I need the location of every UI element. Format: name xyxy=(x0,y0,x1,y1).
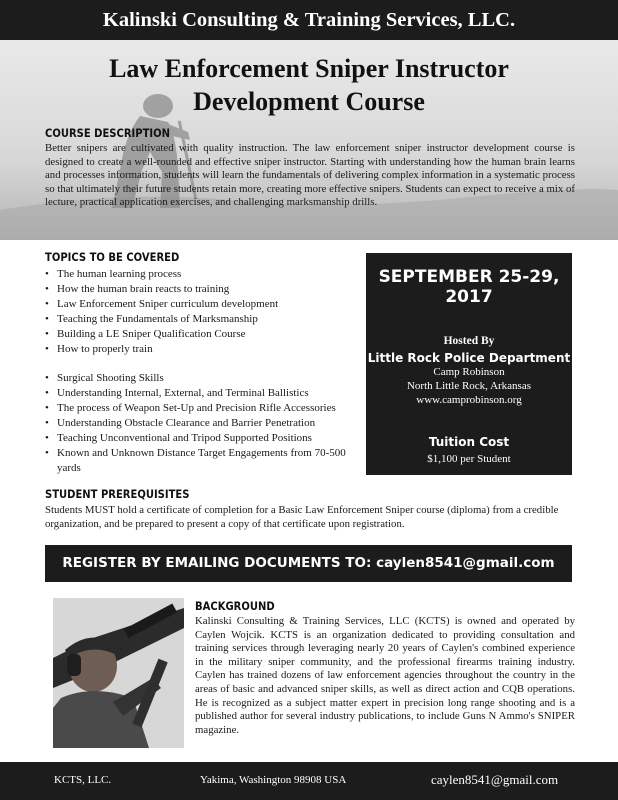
hero-banner xyxy=(0,40,618,240)
background-heading: BACKGROUND xyxy=(195,601,275,614)
footer xyxy=(0,762,618,800)
list-item: • Law Enforcement Sniper curriculum development xyxy=(45,297,365,312)
host-name: Little Rock Police Department xyxy=(367,351,571,365)
course-description-heading: COURSE DESCRIPTION xyxy=(45,128,171,141)
list-item: • Understanding Obstacle Clearance and Barrier Penetration xyxy=(45,416,365,431)
tuition-amount: $1,100 per Student xyxy=(427,453,511,465)
event-dates: SEPTEMBER 25-29, 2017 xyxy=(378,267,560,307)
course-title-line1: Law Enforcement Sniper Instructor xyxy=(109,54,509,83)
company-name: Kalinski Consulting & Training Services, LLC. xyxy=(102,9,516,31)
background-text: Kalinski Consulting & Training Services, LLC (KCTS) is owned and operated by Caylen Wojcik. KCTS is an organization dedicated to providing consultation and training services through leveraging nearly 20 years of Caylen's combined experience in the military sniper community, and the professional firearms training industry. Caylen has trained dozens of law enforcement agencies throughout the country in the areas of basic and advanced sniper skills, as well as direct action and CQB operations. He is recognized as a subject matter expert in precision long range shooting and is a published author for several industry publications, to include Guns N Ammo's SNIPER magazine. xyxy=(195,615,575,736)
course-title-line2: Development Course xyxy=(193,87,425,116)
course-title xyxy=(0,52,618,118)
list-item: • Understanding Internal, External, and Terminal Ballistics xyxy=(45,386,365,401)
list-item: • How the human brain reacts to training xyxy=(45,282,365,297)
topics-heading: TOPICS TO BE COVERED xyxy=(45,252,180,265)
topics-list-2 xyxy=(45,371,365,476)
register-banner[interactable] xyxy=(45,545,572,582)
course-description xyxy=(45,128,575,210)
register-text[interactable]: REGISTER BY EMAILING DOCUMENTS TO: caylen8541@gmail.com xyxy=(62,555,555,571)
list-item: • Teaching the Fundamentals of Marksmanship xyxy=(45,312,365,327)
list-item: • How to properly train xyxy=(45,342,365,357)
background-section xyxy=(195,601,575,737)
footer-address: Yakima, Washington 98908 USA xyxy=(200,774,347,786)
tuition-label: Tuition Cost xyxy=(428,435,510,449)
list-item: • The process of Weapon Set-Up and Precision Rifle Accessories xyxy=(45,401,365,416)
list-item: • Known and Unknown Distance Target Engagements from 70-500 yards xyxy=(45,446,365,476)
list-item: • Teaching Unconventional and Tripod Supported Positions xyxy=(45,431,365,446)
topics-section xyxy=(45,252,365,476)
event-info-box xyxy=(366,253,572,475)
footer-email[interactable]: caylen8541@gmail.com xyxy=(431,772,559,787)
prerequisites-heading: STUDENT PREREQUISITES xyxy=(45,489,190,502)
topics-list-1 xyxy=(45,267,365,357)
list-item: • Surgical Shooting Skills xyxy=(45,371,365,386)
host-website[interactable]: www.camprobinson.org xyxy=(416,394,522,406)
prerequisites-section xyxy=(45,489,575,531)
course-description-text: Better snipers are cultivated with quality instruction. The law enforcement sniper instructor development course is designed to create a well-rounded and effective sniper instructor. Starting with understanding how the human brain learns and processes information, students will learn the fundamentals of delivering complex information in a systematic process so that ultimately their future students retain more, creating more effective snipers. Students can expect to receive a mix of lecture, practical application exercises, and challenging marksmanship drills. xyxy=(45,142,575,209)
instructor-photo-image xyxy=(53,598,184,748)
location-line1: Camp Robinson xyxy=(433,366,505,378)
list-item: • The human learning process xyxy=(45,267,365,282)
instructor-photo xyxy=(53,598,184,748)
list-item: • Building a LE Sniper Qualification Course xyxy=(45,327,365,342)
company-header xyxy=(0,0,618,40)
location-line2: North Little Rock, Arkansas xyxy=(406,380,532,392)
prerequisites-text: Students MUST hold a certificate of completion for a Basic Law Enforcement Sniper course (diploma) from a credible organization, and be prepared to present a copy of that certificate upon registration. xyxy=(45,504,559,530)
footer-company: KCTS, LLC. xyxy=(54,774,112,786)
hosted-by-label: Hosted By xyxy=(443,335,495,347)
